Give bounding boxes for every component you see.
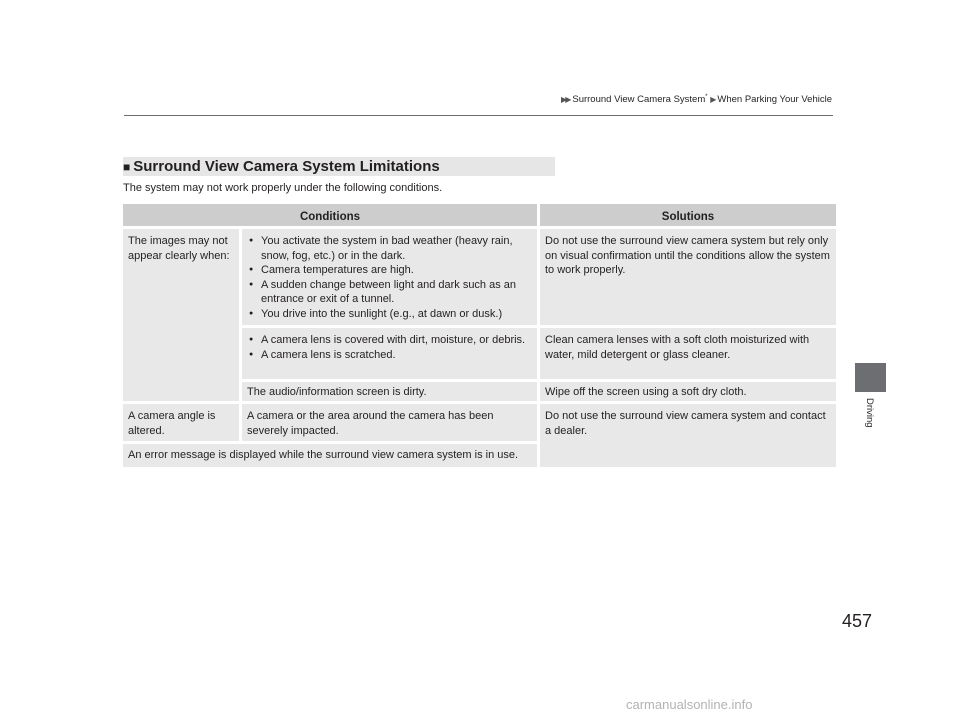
list-item: ● A sudden change between light and dark such as an entrance or exit of a tunnel. bbox=[247, 278, 532, 307]
solution-cell-3: Wipe off the screen using a soft dry cloth. bbox=[540, 382, 836, 401]
group-label-images: The images may not appear clearly when: bbox=[123, 229, 239, 401]
conditions-cell-1 bbox=[242, 229, 537, 325]
list-item: ● You activate the system in bad weather (heavy rain, snow, fog, etc.) or in the dark. bbox=[247, 234, 532, 263]
page-number: 457 bbox=[842, 611, 873, 631]
row-label-camera-angle: A camera angle is altered. bbox=[123, 404, 239, 441]
list-item: ● You drive into the sunlight (e.g., at dawn or dusk.) bbox=[247, 307, 532, 322]
arrow-icon: ▶ bbox=[710, 95, 715, 105]
asterisk: * bbox=[705, 94, 708, 100]
condition-cell-3: The audio/information screen is dirty. bbox=[242, 382, 537, 401]
section-title: Surround View Camera System Limitations bbox=[133, 158, 440, 175]
solution-cell-4: Do not use the surround view camera system and contact a dealer. bbox=[540, 404, 836, 467]
chapter-tab bbox=[855, 363, 886, 392]
conditions-cell-2 bbox=[242, 328, 537, 379]
arrow-icon: ▶▶ bbox=[561, 95, 570, 105]
header-rule bbox=[124, 115, 833, 116]
section-heading bbox=[123, 157, 555, 176]
solution-cell-1: Do not use the surround view camera system but rely only on visual confirmation until the conditions allow the system to work properly. bbox=[540, 229, 836, 325]
chapter-label: Driving bbox=[864, 398, 875, 428]
intro-text: The system may not work properly under the following conditions. bbox=[123, 182, 443, 194]
condition-cell-4: A camera or the area around the camera has been severely impacted. bbox=[242, 404, 537, 441]
breadcrumb bbox=[561, 94, 832, 105]
header-conditions: Conditions bbox=[123, 204, 537, 226]
breadcrumb-part-2: When Parking Your Vehicle bbox=[717, 94, 832, 106]
list-item: ● Camera temperatures are high. bbox=[247, 263, 532, 278]
list-item: ● A camera lens is covered with dirt, moisture, or debris. bbox=[247, 333, 532, 348]
square-marker-icon: ■ bbox=[123, 160, 131, 174]
solution-cell-2: Clean camera lenses with a soft cloth moisturized with water, mild detergent or glass cleaner. bbox=[540, 328, 836, 379]
condition-cell-5: An error message is displayed while the surround view camera system is in use. bbox=[123, 444, 537, 467]
list-item: ● A camera lens is scratched. bbox=[247, 348, 532, 363]
header-solutions: Solutions bbox=[540, 204, 836, 226]
breadcrumb-part-1: Surround View Camera System bbox=[572, 94, 706, 106]
watermark: carmanualsonline.info bbox=[626, 697, 753, 712]
